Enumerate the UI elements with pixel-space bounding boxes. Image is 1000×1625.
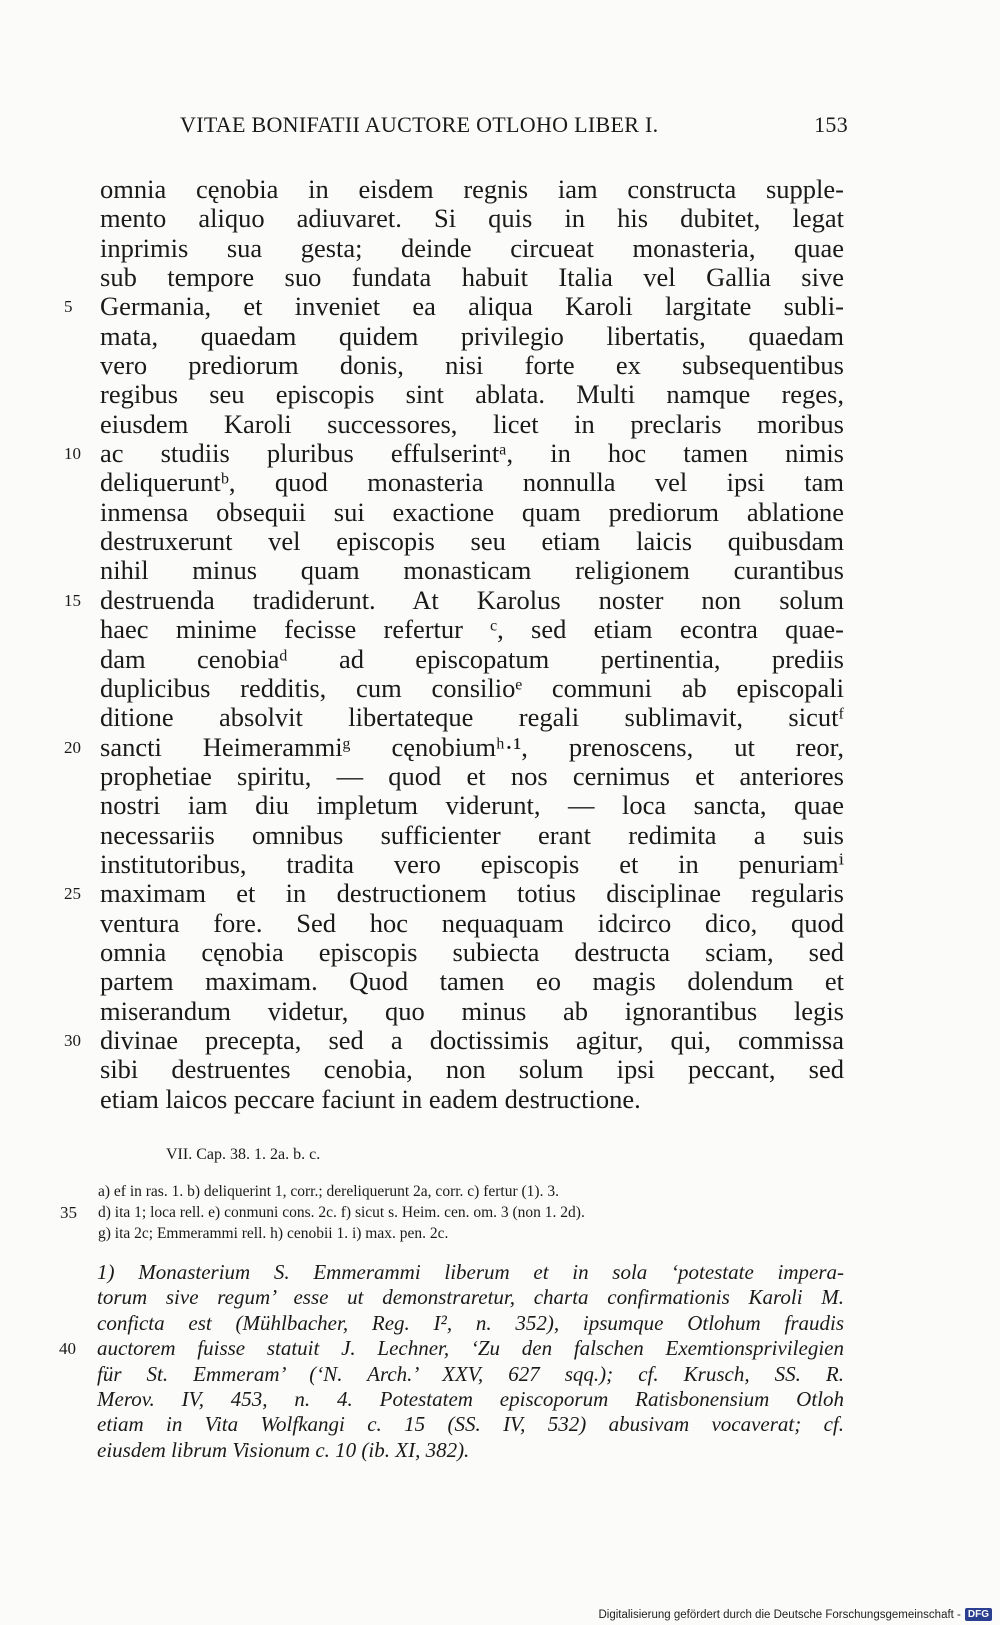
text-line-text: mata, quaedam quidem privilegio libertatis, quaedam — [100, 320, 844, 351]
text-line — [100, 263, 844, 292]
text-line-text: haec minime fecisse refertur ᶜ, sed etiam econtra quae- — [100, 614, 844, 645]
main-text — [64, 174, 844, 1114]
text-line-text: vero prediorum donis, nisi forte ex subsequentibus — [100, 350, 844, 381]
critical-apparatus — [60, 1181, 844, 1244]
text-line — [100, 498, 844, 527]
text-line — [100, 791, 844, 820]
line-number: 40 — [59, 1339, 76, 1359]
text-line — [100, 380, 844, 409]
footnote-line — [97, 1362, 844, 1387]
text-line — [100, 527, 844, 556]
text-line-text: sub tempore suo fundata habuit Italia vel Gallia sive — [100, 262, 844, 293]
text-line-text: ventura fore. Sed hoc nequaquam idcirco dico, quod — [100, 907, 844, 938]
footnote-line-text: für St. Emmeram’ (‘N. Arch.’ XXV, 627 sqq.); cf. Krusch, SS. R. — [97, 1361, 844, 1386]
line-number: 15 — [64, 590, 81, 610]
text-line — [100, 938, 844, 967]
text-line-text: mento aliquo adiuvaret. Si quis in his dubitet, legat — [100, 203, 844, 234]
text-line-text: nostri iam diu impletum viderunt, — loca sancta, quae — [100, 790, 844, 821]
text-line-text: destruenda tradiderunt. At Karolus noster non solum — [100, 584, 844, 615]
footnote-line — [97, 1285, 844, 1310]
text-line-text: regibus seu episcopis sint ablata. Multi namque reges, — [100, 379, 844, 410]
footnotes — [59, 1260, 844, 1463]
line-number: 20 — [64, 737, 81, 757]
text-line — [100, 674, 844, 703]
footnote-line — [97, 1387, 844, 1412]
text-line-text: necessariis omnibus sufficienter erant redimita a suis — [100, 819, 844, 850]
line-number: 5 — [64, 297, 73, 317]
text-line — [100, 615, 844, 644]
text-line — [100, 322, 844, 351]
footnote-line-text: eiusdem librum Visionum c. 10 (ib. XI, 382). — [97, 1437, 470, 1462]
text-line — [100, 645, 844, 674]
text-line-text: etiam laicos peccare faciunt in eadem destructione. — [100, 1083, 641, 1114]
text-line-text: sancti Heimerammiᵍ cęnobiumʰ·¹, prenoscens, ut reor, — [100, 731, 844, 762]
footnote-line-text: auctorem fuisse statuit J. Lechner, ‘Zu den falschen Exemtionsprivilegien — [97, 1336, 844, 1361]
footnote-line — [97, 1412, 844, 1437]
text-line-text: duplicibus redditis, cum consilioᵉ communi ab episcopali — [100, 672, 844, 703]
dfg-notice — [598, 1608, 992, 1621]
page-number: 153 — [814, 112, 848, 137]
footnote-line-text: Merov. IV, 453, n. 4. Potestatem episcoporum Ratisbonensium Otloh — [97, 1386, 844, 1411]
footnote-line-text: 1) Monasterium S. Emmerammi liberum et in sola ‘potestate impera- — [97, 1260, 844, 1284]
text-line-text: destruxerunt vel episcopis seu etiam laicis quibusdam — [100, 526, 844, 557]
text-line — [100, 204, 844, 233]
text-line — [64, 878, 844, 909]
dfg-notice-text: Digitalisierung gefördert durch die Deutsche Forschungsgemeinschaft - — [598, 1608, 961, 1621]
line-number: 10 — [64, 444, 81, 464]
text-line — [100, 850, 844, 879]
text-line-text: institutoribus, tradita vero episcopis et in penuriamⁱ — [100, 848, 844, 879]
footnote-line-text: torum sive regum’ esse ut demonstraretur, charta confirmationis Karoli M. — [97, 1285, 844, 1310]
line-number: 35 — [60, 1203, 77, 1222]
critical-note-line — [60, 1202, 844, 1223]
critical-note-line-text: g) ita 2c; Emmerammi rell. h) cenobii 1. i) max. pen. 2c. — [98, 1225, 449, 1242]
text-line — [64, 584, 844, 615]
text-line-text: inmensa obsequii sui exactione quam prediorum ablatione — [100, 496, 844, 527]
critical-note-line — [98, 1223, 844, 1244]
text-line-text: ditione absolvit libertateque regali sublimavit, sicutᶠ — [100, 702, 844, 733]
text-line-text: partem maximam. Quod tamen eo magis dolendum et — [100, 966, 844, 997]
footnote-line — [97, 1438, 844, 1463]
text-line-text: miserandum videtur, quo minus ab ignorantibus legis — [100, 995, 844, 1026]
dfg-logo: DFG — [965, 1608, 992, 1621]
text-line-text: eiusdem Karoli successores, licet in preclaris moribus — [100, 408, 844, 439]
text-line — [64, 291, 844, 322]
text-line-text: nihil minus quam monasticam religionem curantibus — [100, 555, 844, 586]
footnote-line-text: conficta est (Mühlbacher, Reg. I², n. 352), ipsumque Otlohum fraudis — [97, 1310, 844, 1335]
text-line — [100, 351, 844, 380]
running-title: VITAE BONIFATII AUCTORE OTLOHO LIBER I. — [180, 112, 659, 137]
text-line-text: omnia cęnobia in eisdem regnis iam constructa supple- — [100, 174, 844, 204]
text-line — [100, 1055, 844, 1084]
text-line — [100, 762, 844, 791]
line-number: 25 — [64, 884, 81, 904]
critical-note-line-text: a) ef in ras. 1. b) deliquerint 1, corr.; dereliquerunt 2a, corr. c) fertur (1). 3. — [98, 1183, 559, 1200]
footnote-line — [97, 1260, 844, 1285]
text-line — [100, 410, 844, 439]
text-line — [100, 703, 844, 732]
text-line-text: divinae precepta, sed a doctissimis agitur, qui, commissa — [100, 1024, 844, 1055]
text-line-text: omnia cęnobia episcopis subiecta destructa sciam, sed — [100, 936, 844, 967]
footnote-line — [97, 1311, 844, 1336]
text-line — [100, 175, 844, 204]
text-line-text: deliqueruntᵇ, quod monasteria nonnulla vel ipsi tam — [100, 467, 844, 498]
footnote-line — [59, 1336, 844, 1361]
text-line — [64, 1024, 844, 1055]
text-line — [100, 821, 844, 850]
text-line — [64, 731, 844, 762]
text-line-text: prophetiae spiritu, — quod et nos cernimus et anteriores — [100, 760, 844, 791]
critical-note-line-text: d) ita 1; loca rell. e) conmuni cons. 2c. f) sicut s. Heim. cen. om. 3 (non 1. 2d). — [98, 1204, 585, 1221]
text-line — [100, 997, 844, 1026]
text-line — [100, 556, 844, 585]
text-line — [100, 909, 844, 938]
text-line-text: maximam et in destructionem totius disciplinae regularis — [100, 878, 844, 909]
text-line — [100, 1085, 844, 1114]
sigla-line: VII. Cap. 38. 1. 2a. b. c. — [166, 1146, 321, 1163]
text-line-text: Germania, et inveniet ea aliqua Karoli largitate subli- — [100, 291, 844, 322]
critical-note-line — [98, 1181, 844, 1202]
running-header — [180, 112, 848, 146]
footnote-line-text: etiam in Vita Wolfkangi c. 15 (SS. IV, 532) abusivam vocaverat; cf. — [97, 1412, 844, 1437]
text-line — [100, 967, 844, 996]
text-line-text: ac studiis pluribus effulserintᵃ, in hoc tamen nimis — [100, 438, 844, 469]
text-line-text: sibi destruentes cenobia, non solum ipsi peccant, sed — [100, 1054, 844, 1085]
text-line-text: inprimis sua gesta; deinde circueat monasteria, quae — [100, 232, 844, 263]
text-line — [100, 468, 844, 497]
text-line — [64, 438, 844, 469]
line-number: 30 — [64, 1030, 81, 1050]
text-line-text: dam cenobiaᵈ ad episcopatum pertinentia, prediis — [100, 643, 844, 674]
text-line — [100, 234, 844, 263]
